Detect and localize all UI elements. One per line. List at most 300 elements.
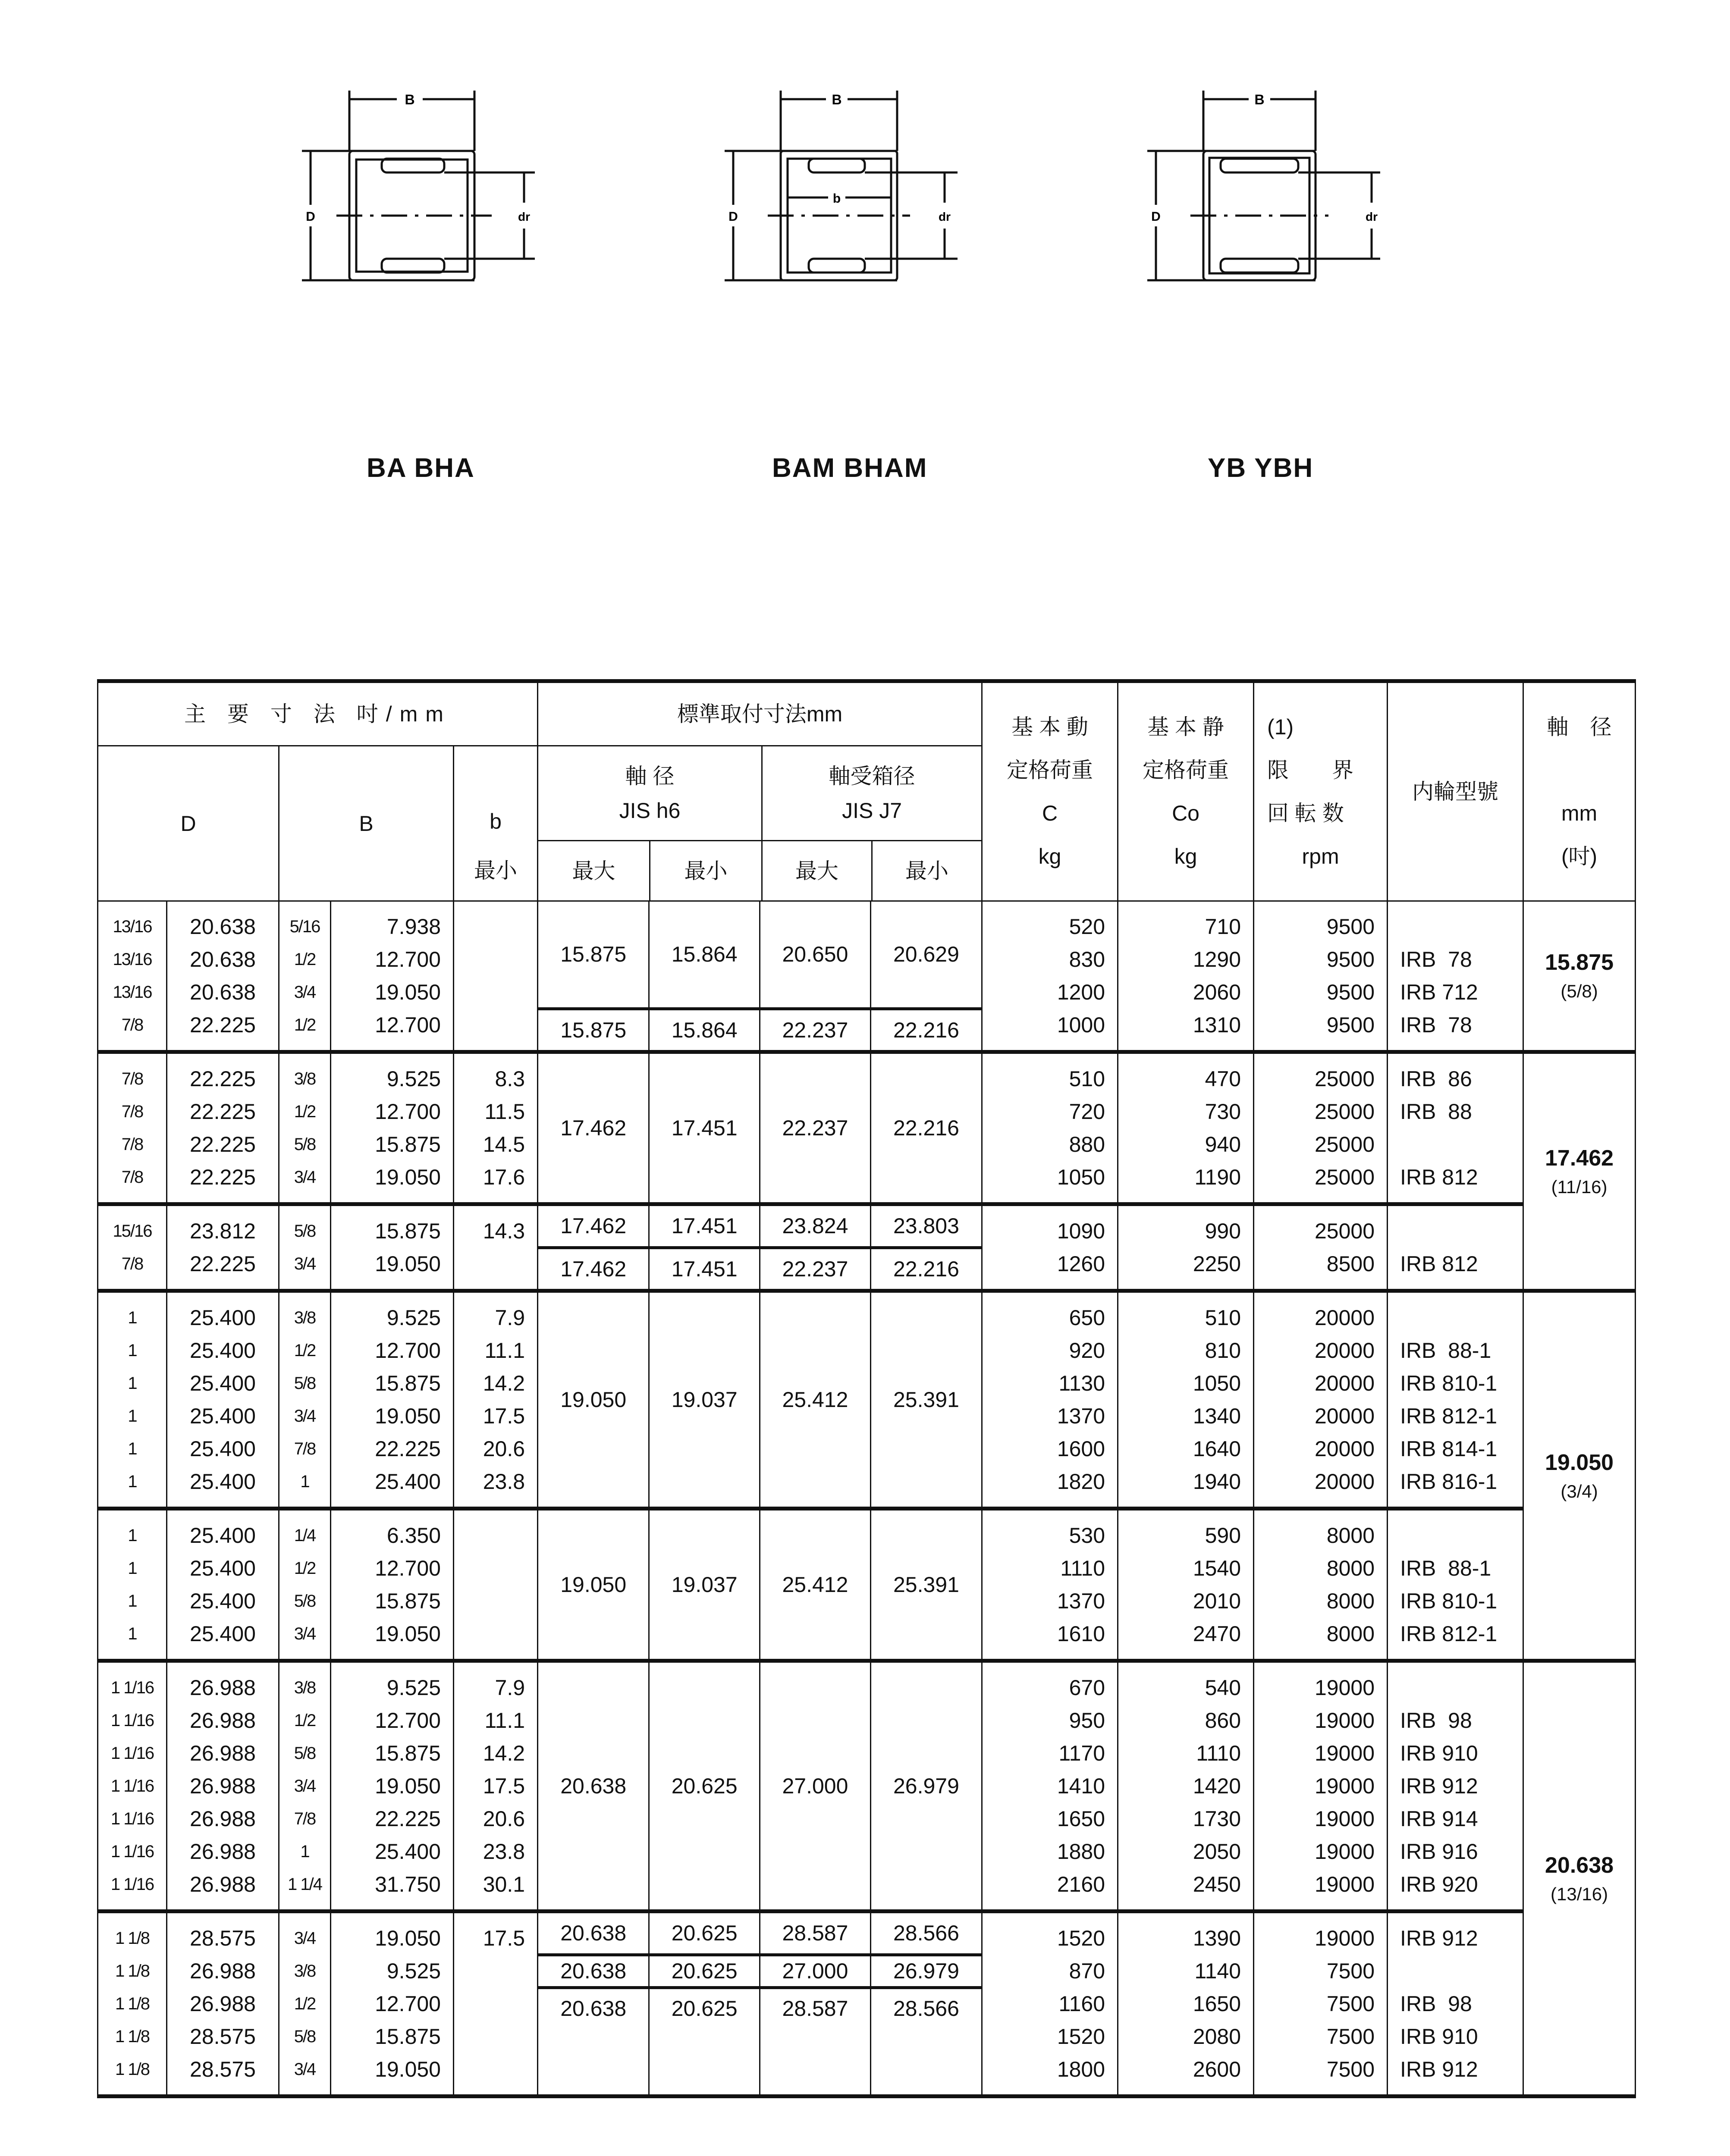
mounting-housing-max: 22.237 [760, 1009, 871, 1050]
b-mm-value: 15.875 [375, 1741, 441, 1765]
cell-d-inch [98, 1052, 167, 1204]
d-inch-value: 1 1/16 [110, 1711, 154, 1730]
b-mm-value: 19.050 [375, 980, 441, 1004]
dynamic-load-value: 1050 [1057, 1165, 1105, 1189]
mounting-housing-max: 28.587 [760, 1987, 871, 2094]
inner-ring-model-list [1388, 910, 1523, 1041]
header-B: B [279, 746, 454, 901]
table-row-group [98, 1052, 1636, 1204]
d-inch-value: 13/16 [113, 983, 152, 1002]
b-min-value: 20.6 [483, 1437, 525, 1461]
static-load-value: 1940 [1193, 1470, 1241, 1494]
dynamic-load-value: 870 [1069, 1959, 1105, 1983]
b-inch-value: 3/8 [294, 1069, 316, 1088]
shaft-diameter-inch: (5/8) [1560, 981, 1598, 1001]
mounting-subtable [538, 1293, 981, 1507]
d-inch-value: 7/8 [121, 1102, 143, 1121]
inner-ring-model-value: IRB 88-1 [1400, 1338, 1491, 1363]
inner-ring-model-value: IRB 910 [1400, 1741, 1478, 1765]
static-load-value: 1730 [1193, 1807, 1241, 1831]
inner-ring-model-value: IRB 916 [1400, 1839, 1478, 1864]
b-inch-value: 3/8 [294, 1678, 316, 1697]
shaft-diameter-inch: (3/4) [1560, 1481, 1598, 1501]
static-load-value: 1390 [1193, 1926, 1241, 1950]
b-inch-value: 3/8 [294, 1308, 316, 1327]
d-inch-value: 1 [128, 1526, 137, 1545]
d-inch-value: 1 1/16 [110, 1842, 154, 1861]
cell-b-inch [279, 901, 331, 1052]
mounting-shaft-min: 15.864 [649, 902, 760, 1009]
dim-label-dr: dr [939, 210, 951, 223]
static-load-value: 1640 [1193, 1437, 1241, 1461]
d-mm-list [167, 1215, 278, 1280]
b-inch-value: 1 1/4 [288, 1875, 322, 1894]
inner-ring-model-value: IRB 812-1 [1400, 1622, 1498, 1646]
cell-d-mm [167, 1052, 279, 1204]
b-inch-list [279, 1301, 330, 1498]
shaft-diameter-inch: (13/16) [1551, 1883, 1608, 1904]
mounting-housing-max: 27.000 [760, 1663, 871, 1909]
dynamic-load-value: 950 [1069, 1708, 1105, 1733]
b-mm-value: 19.050 [375, 1404, 441, 1428]
b-mm-value: 25.400 [375, 1470, 441, 1494]
inner-ring-model-value [1388, 910, 1523, 943]
d-mm-list [167, 1519, 278, 1650]
header-speed-unit: rpm [1302, 844, 1339, 868]
mounting-row [538, 1206, 981, 1247]
limit-speed-value: 19000 [1315, 1839, 1375, 1864]
header-housing-min: 最小 [872, 841, 982, 901]
d-inch-list [98, 910, 166, 1041]
dynamic-load-value: 1370 [1057, 1404, 1105, 1428]
limit-speed-value: 25000 [1315, 1132, 1375, 1156]
cell-b-inch [279, 1052, 331, 1204]
b-min-value: 11.1 [484, 1708, 525, 1733]
dynamic-load-value: 1600 [1057, 1437, 1105, 1461]
b-mm-value: 7.938 [386, 915, 441, 939]
static-load-value: 2080 [1193, 2024, 1241, 2049]
mounting-row [538, 902, 981, 1009]
cell-limit-speed [1254, 1052, 1388, 1204]
mounting-shaft-min: 20.625 [649, 1663, 760, 1909]
b-mm-list [331, 1215, 453, 1280]
mounting-housing-min: 22.216 [870, 1054, 981, 1202]
static-load-value: 1110 [1196, 1741, 1241, 1765]
inner-ring-model-value: IRB 98 [1400, 1708, 1472, 1733]
d-mm-value: 28.575 [190, 2057, 256, 2081]
shaft-diameter-cell [1523, 901, 1636, 1052]
shaft-diameter-mm: 19.050 [1545, 1450, 1614, 1475]
dynamic-load-value: 1520 [1057, 1926, 1105, 1950]
limit-speed-value: 25000 [1315, 1067, 1375, 1091]
d-mm-value: 26.988 [190, 1959, 256, 1983]
cell-d-inch [98, 1509, 167, 1661]
dynamic-load-value: 1880 [1057, 1839, 1105, 1864]
inner-ring-model-value [1388, 1519, 1523, 1552]
b-inch-value: 7/8 [294, 1809, 316, 1828]
cell-static-load [1118, 1661, 1254, 1912]
mounting-housing-max: 28.587 [760, 1913, 871, 1955]
dynamic-load-value: 1130 [1058, 1371, 1105, 1395]
cell-d-inch [98, 1204, 167, 1291]
header-dynamic-symbol: C [1042, 801, 1058, 825]
dim-label-D: D [306, 210, 315, 224]
limit-speed-value: 8000 [1326, 1622, 1375, 1646]
b-mm-value: 22.225 [375, 1437, 441, 1461]
d-mm-value: 22.225 [190, 1067, 256, 1091]
d-inch-value: 1 1/16 [110, 1777, 154, 1796]
header-housing-title: 軸受箱径 [829, 764, 915, 788]
cell-inner-ring-model [1388, 1661, 1523, 1912]
dynamic-load-value: 530 [1069, 1523, 1105, 1548]
mounting-housing-min: 28.566 [870, 1913, 981, 1955]
d-mm-list [167, 1301, 278, 1498]
inner-ring-model-value: IRB 814-1 [1400, 1437, 1498, 1461]
mounting-housing-min: 23.803 [870, 1206, 981, 1247]
dynamic-load-list [983, 1922, 1117, 2086]
cell-d-mm [167, 901, 279, 1052]
inner-ring-model-value: IRB 88-1 [1400, 1556, 1491, 1580]
b-inch-value: 5/8 [294, 1744, 316, 1763]
limit-speed-value: 19000 [1315, 1926, 1375, 1950]
b-min-value [454, 1585, 537, 1617]
static-load-list [1118, 1671, 1253, 1901]
diagram-label: BA BHA [367, 453, 475, 483]
dynamic-load-value: 920 [1069, 1338, 1105, 1363]
static-load-value: 1140 [1194, 1959, 1241, 1983]
d-inch-list [98, 1671, 166, 1901]
b-inch-value: 5/8 [294, 2027, 316, 2046]
limit-speed-list [1254, 1519, 1387, 1650]
d-mm-value: 26.988 [190, 1708, 256, 1733]
b-inch-list [279, 1922, 330, 2086]
b-mm-value: 9.525 [386, 1676, 441, 1700]
d-mm-value: 25.400 [190, 1470, 256, 1494]
mounting-housing-max: 25.412 [760, 1293, 871, 1507]
cell-d-mm [167, 1661, 279, 1912]
dynamic-load-list [983, 1301, 1117, 1498]
b-inch-list [279, 1062, 330, 1194]
b-mm-value: 12.700 [375, 1013, 441, 1037]
dynamic-load-value: 1260 [1057, 1252, 1105, 1276]
d-mm-value: 25.400 [190, 1338, 256, 1363]
dynamic-load-value: 1410 [1057, 1774, 1105, 1798]
static-load-value: 940 [1205, 1132, 1241, 1156]
mounting-shaft-min: 17.451 [649, 1206, 760, 1247]
mounting-subtable [538, 1663, 981, 1909]
dynamic-load-list [983, 1062, 1117, 1194]
inner-ring-model-value: IRB 712 [1400, 980, 1478, 1004]
b-inch-list [279, 1519, 330, 1650]
d-mm-value: 25.400 [190, 1371, 256, 1395]
b-min-value [454, 943, 537, 976]
b-mm-value: 6.350 [386, 1523, 441, 1548]
b-min-list [454, 1062, 537, 1194]
header-shaft-tolerance: JIS h6 [619, 798, 681, 823]
b-inch-value: 3/8 [294, 1962, 316, 1981]
bearing-spec-table [97, 679, 1636, 2098]
b-inch-value: 5/8 [294, 1222, 316, 1241]
b-mm-value: 12.700 [375, 947, 441, 971]
mounting-shaft-max: 17.462 [538, 1206, 649, 1247]
limit-speed-value: 19000 [1315, 1872, 1375, 1896]
b-mm-value: 15.875 [375, 1132, 441, 1156]
b-mm-value: 15.875 [375, 1219, 441, 1243]
d-mm-list [167, 1062, 278, 1194]
d-mm-value: 25.400 [190, 1404, 256, 1428]
mounting-shaft-min: 19.037 [649, 1510, 760, 1659]
mounting-housing-max: 22.237 [760, 1054, 871, 1202]
static-load-value: 590 [1205, 1523, 1241, 1548]
inner-ring-model-value: IRB 98 [1400, 1992, 1472, 2016]
cell-dynamic-load [982, 901, 1118, 1052]
mounting-cell [538, 1204, 982, 1291]
mounting-housing-min: 22.216 [870, 1247, 981, 1289]
header-mounting-dimensions: 標準取付寸法mm [538, 681, 982, 746]
header-housing-tolerance: JIS J7 [842, 798, 902, 823]
mounting-shaft-max: 17.462 [538, 1054, 649, 1202]
b-inch-list [279, 1671, 330, 1901]
d-inch-value: 1 1/16 [110, 1875, 154, 1894]
inner-ring-model-value: IRB 812 [1400, 1252, 1478, 1276]
header-dynamic-line1: 基 本 動 [1011, 715, 1088, 739]
d-mm-value: 22.225 [190, 1165, 256, 1189]
cell-b-mm [331, 1912, 454, 2096]
cell-static-load [1118, 1204, 1254, 1291]
d-inch-value: 1 [128, 1308, 137, 1327]
cell-b-mm [331, 1052, 454, 1204]
dynamic-load-list [983, 1519, 1117, 1650]
b-inch-value: 5/16 [289, 917, 320, 936]
diagram-yb-ybh [1139, 86, 1380, 483]
cell-b-min [454, 1912, 538, 2096]
d-mm-value: 22.225 [190, 1252, 256, 1276]
header-inner-ring: 内輪型號 [1388, 681, 1523, 901]
d-mm-value: 22.225 [190, 1100, 256, 1124]
dynamic-load-list [983, 1671, 1117, 1901]
dynamic-load-value: 670 [1069, 1676, 1105, 1700]
inner-ring-model-list [1388, 1671, 1523, 1901]
cell-d-mm [167, 1509, 279, 1661]
b-min-value: 17.6 [483, 1165, 525, 1189]
d-inch-value: 1 [128, 1439, 137, 1458]
d-mm-list [167, 1922, 278, 2086]
table-body [98, 901, 1636, 2096]
header-static-line1: 基 本 静 [1147, 715, 1224, 739]
mounting-shaft-max: 20.638 [538, 1663, 649, 1909]
b-min-value [454, 1552, 537, 1585]
cell-static-load [1118, 1912, 1254, 2096]
inner-ring-model-list [1388, 1519, 1523, 1650]
table-row-group [98, 1291, 1636, 1509]
shaft-diameter-cell [1523, 1661, 1636, 2096]
b-min-value [454, 1519, 537, 1552]
limit-speed-value: 9500 [1326, 980, 1375, 1004]
mounting-cell [538, 901, 982, 1052]
d-mm-value: 20.638 [190, 947, 256, 971]
header-static-symbol: Co [1172, 801, 1199, 825]
b-inch-value: 3/4 [294, 1777, 316, 1796]
b-mm-value: 15.875 [375, 2024, 441, 2049]
dynamic-load-value: 1000 [1057, 1013, 1105, 1037]
cell-d-inch [98, 1912, 167, 2096]
mounting-housing-min: 28.566 [870, 1987, 981, 2094]
d-inch-value: 1 [128, 1341, 137, 1360]
header-b: b [454, 746, 538, 841]
d-mm-value: 25.400 [190, 1622, 256, 1646]
b-inch-value: 1 [300, 1472, 309, 1491]
cell-limit-speed [1254, 1204, 1388, 1291]
static-load-value: 2450 [1193, 1872, 1241, 1896]
b-inch-value: 5/8 [294, 1135, 316, 1154]
limit-speed-value: 19000 [1315, 1676, 1375, 1700]
b-min-value: 14.5 [483, 1132, 525, 1156]
b-mm-value: 12.700 [375, 1100, 441, 1124]
cell-inner-ring-model [1388, 1912, 1523, 2096]
b-inch-value: 1/2 [294, 1015, 316, 1034]
cell-d-mm [167, 1291, 279, 1509]
static-load-value: 1540 [1193, 1556, 1241, 1580]
b-inch-value: 1/2 [294, 1711, 316, 1730]
mounting-housing-min: 26.979 [870, 1663, 981, 1909]
dim-label-b: b [832, 191, 841, 206]
cell-b-inch [279, 1509, 331, 1661]
mounting-cell [538, 1912, 982, 2096]
mounting-shaft-min: 17.451 [649, 1247, 760, 1289]
b-min-value [454, 1247, 537, 1280]
mounting-shaft-min: 19.037 [649, 1293, 760, 1507]
limit-speed-value: 25000 [1315, 1219, 1375, 1243]
limit-speed-value: 8000 [1326, 1556, 1375, 1580]
limit-speed-list [1254, 1215, 1387, 1280]
d-inch-list [98, 1301, 166, 1498]
b-min-value: 20.6 [483, 1807, 525, 1831]
inner-ring-model-value: IRB 78 [1400, 1013, 1472, 1037]
cell-b-inch [279, 1661, 331, 1912]
limit-speed-list [1254, 1671, 1387, 1901]
mounting-row [538, 1293, 981, 1507]
b-mm-value: 31.750 [375, 1872, 441, 1896]
b-inch-value: 1/2 [294, 1559, 316, 1578]
d-inch-value: 1 [128, 1559, 137, 1578]
d-mm-value: 26.988 [190, 1992, 256, 2016]
shaft-diameter-mm: 17.462 [1545, 1145, 1614, 1171]
b-min-value: 11.5 [484, 1100, 525, 1124]
static-load-value: 730 [1205, 1100, 1241, 1124]
b-min-value [454, 1009, 537, 1041]
mounting-shaft-max: 20.638 [538, 1987, 649, 2094]
header-shaft-title: 軸 径 [625, 764, 675, 788]
inner-ring-model-value: IRB 810-1 [1400, 1589, 1498, 1613]
cell-d-inch [98, 901, 167, 1052]
mounting-subtable [538, 1206, 981, 1289]
dynamic-load-list [983, 1215, 1117, 1280]
table-header [98, 681, 1636, 901]
limit-speed-value: 19000 [1315, 1708, 1375, 1733]
cell-dynamic-load [982, 1912, 1118, 2096]
cell-static-load [1118, 1291, 1254, 1509]
limit-speed-value: 20000 [1315, 1338, 1375, 1363]
d-mm-value: 23.812 [190, 1219, 256, 1243]
d-mm-value: 25.400 [190, 1523, 256, 1548]
diagram-area [0, 0, 1730, 664]
limit-speed-list [1254, 1922, 1387, 2086]
header-speed-note: (1) [1267, 715, 1294, 739]
static-load-value: 1310 [1193, 1013, 1241, 1037]
static-load-list [1118, 1062, 1253, 1194]
cell-b-min [454, 1661, 538, 1912]
mounting-housing-max: 20.650 [760, 902, 871, 1009]
b-inch-value: 3/4 [294, 1407, 316, 1426]
dynamic-load-list [983, 910, 1117, 1041]
limit-speed-value: 7500 [1326, 2024, 1375, 2049]
static-load-value: 2060 [1193, 980, 1241, 1004]
b-inch-value: 1/4 [294, 1526, 316, 1545]
limit-speed-list [1254, 910, 1387, 1041]
inner-ring-model-value: IRB 816-1 [1400, 1470, 1498, 1494]
diagram-label: YB YBH [1208, 453, 1314, 483]
d-mm-value: 22.225 [190, 1132, 256, 1156]
limit-speed-value: 7500 [1326, 1959, 1375, 1983]
b-min-value [454, 976, 537, 1009]
header-main-dimensions [98, 681, 538, 746]
d-inch-list [98, 1519, 166, 1650]
limit-speed-value: 7500 [1326, 2057, 1375, 2081]
header-shaft-min: 最小 [650, 841, 762, 901]
d-inch-value: 7/8 [121, 1168, 143, 1187]
header-shaft-diameter-title: 軸 径 [1547, 715, 1612, 739]
b-inch-value: 3/4 [294, 2060, 316, 2079]
table-row-group [98, 1509, 1636, 1661]
header-D: D [98, 746, 279, 901]
b-inch-value: 3/4 [294, 983, 316, 1002]
cell-limit-speed [1254, 1661, 1388, 1912]
inner-ring-model-value: IRB 812-1 [1400, 1404, 1498, 1428]
header-static-load [1118, 681, 1254, 901]
d-mm-value: 25.400 [190, 1589, 256, 1613]
table-row-group [98, 1912, 1636, 2096]
inner-ring-model-list [1388, 1215, 1523, 1280]
header-b-min: 最小 [454, 841, 538, 901]
d-inch-value: 1 1/16 [110, 1744, 154, 1763]
static-load-value: 540 [1205, 1676, 1241, 1700]
inner-ring-model-value: IRB 88 [1400, 1100, 1472, 1124]
cell-inner-ring-model [1388, 1204, 1523, 1291]
inner-ring-model-list [1388, 1062, 1523, 1194]
inner-ring-model-value [1388, 1301, 1523, 1334]
cell-d-inch [98, 1291, 167, 1509]
static-load-value: 2050 [1193, 1839, 1241, 1864]
cell-dynamic-load [982, 1661, 1118, 1912]
mounting-housing-max: 25.412 [760, 1510, 871, 1659]
cell-b-mm [331, 901, 454, 1052]
limit-speed-value: 20000 [1315, 1306, 1375, 1330]
b-min-value: 7.9 [495, 1676, 525, 1700]
inner-ring-model-value: IRB 910 [1400, 2024, 1478, 2049]
b-min-value: 23.8 [483, 1470, 525, 1494]
cell-dynamic-load [982, 1052, 1118, 1204]
header-dynamic-line2: 定格荷重 [1007, 758, 1093, 782]
shaft-diameter-mm: 20.638 [1545, 1852, 1614, 1878]
limit-speed-value: 20000 [1315, 1470, 1375, 1494]
header-spacer [1524, 749, 1635, 792]
b-min-list [454, 1922, 537, 2086]
diagram-ba-bha [293, 86, 535, 483]
inner-ring-model-value [1388, 1215, 1523, 1247]
dim-label-D: D [728, 210, 738, 224]
d-mm-value: 28.575 [190, 2024, 256, 2049]
d-inch-value: 1 1/8 [115, 1929, 149, 1948]
